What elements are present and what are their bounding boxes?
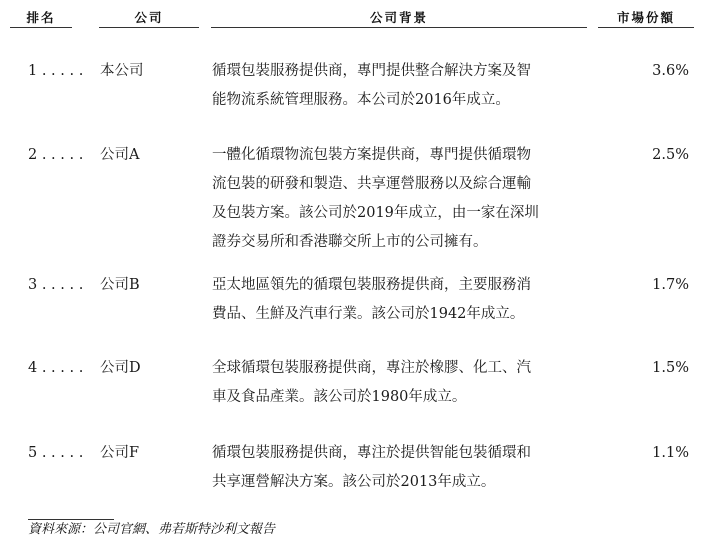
rank-cell: 3 . . . . . bbox=[28, 277, 84, 293]
company-cell: 公司D bbox=[100, 360, 141, 376]
background-line: 共享運營解決方案。該公司於2013年成立。 bbox=[212, 474, 496, 490]
background-line: 循環包裝服務提供商，專注於提供智能包裝循環和 bbox=[212, 445, 531, 461]
background-line: 亞太地區領先的循環包裝服務提供商，主要服務消 bbox=[212, 277, 531, 293]
company-cell: 公司A bbox=[100, 147, 140, 163]
background-line: 及包裝方案。該公司於2019年成立，由一家在深圳 bbox=[212, 205, 539, 221]
background-cell bbox=[212, 354, 531, 412]
table-header-background: 公司背景 bbox=[211, 8, 587, 28]
table-header-rank: 排名 bbox=[10, 8, 72, 28]
source-note: 資料來源：公司官網、弗若斯特沙利文報告 bbox=[28, 522, 276, 537]
background-cell bbox=[212, 439, 531, 497]
share-cell: 1.5% bbox=[652, 360, 689, 376]
rank-cell: 4 . . . . . bbox=[28, 360, 84, 376]
background-line: 全球循環包裝服務提供商，專注於橡膠、化工、汽 bbox=[212, 360, 531, 376]
background-cell bbox=[212, 271, 531, 329]
background-cell bbox=[212, 141, 539, 257]
background-line: 證券交易所和香港聯交所上市的公司擁有。 bbox=[212, 234, 488, 250]
table-header-share: 市場份額 bbox=[598, 8, 694, 28]
background-cell bbox=[212, 57, 531, 115]
company-cell: 本公司 bbox=[100, 63, 144, 79]
rank-cell: 2 . . . . . bbox=[28, 147, 84, 163]
share-cell: 3.6% bbox=[652, 63, 689, 79]
background-line: 循環包裝服務提供商，專門提供整合解決方案及智 bbox=[212, 63, 531, 79]
share-cell: 1.1% bbox=[652, 445, 689, 461]
rank-cell: 1 . . . . . bbox=[28, 63, 84, 79]
background-line: 車及食品產業。該公司於1980年成立。 bbox=[212, 389, 467, 405]
rank-cell: 5 . . . . . bbox=[28, 445, 84, 461]
company-cell: 公司B bbox=[100, 277, 140, 293]
background-line: 流包裝的研發和製造、共享運營服務以及綜合運輸 bbox=[212, 176, 531, 192]
share-cell: 2.5% bbox=[652, 147, 689, 163]
background-line: 能物流系統管理服務。本公司於2016年成立。 bbox=[212, 92, 510, 108]
share-cell: 1.7% bbox=[652, 277, 689, 293]
background-line: 費品、生鮮及汽車行業。該公司於1942年成立。 bbox=[212, 306, 525, 322]
table-header-company: 公司 bbox=[99, 8, 199, 28]
background-line: 一體化循環物流包裝方案提供商，專門提供循環物 bbox=[212, 147, 531, 163]
company-cell: 公司F bbox=[100, 445, 140, 461]
